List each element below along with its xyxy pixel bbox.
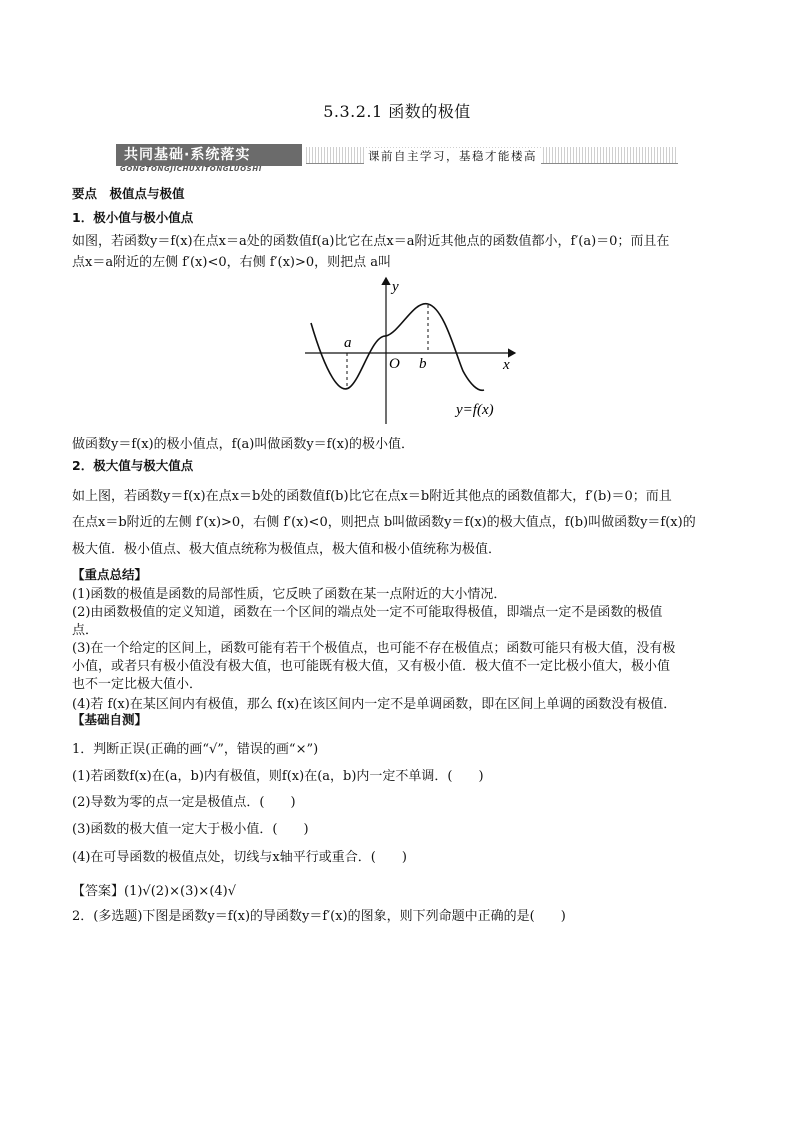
answer-line: 【答案】(1)√(2)×(3)×(4)√ [72, 884, 237, 899]
subheading-minimum: 1．极小值与极小值点 [72, 210, 194, 225]
question-line: (2)导数为零的点一定是极值点．( ) [72, 795, 296, 810]
point-b-label: b [419, 356, 427, 372]
summary-line: 点． [72, 623, 99, 638]
question-line: 2．(多选题)下图是函数y＝f(x)的导函数y＝f′(x)的图象，则下列命题中正确的是( ) [72, 909, 566, 924]
page-title: 5.3.2.1 函数的极值 [323, 102, 471, 121]
paragraph-line: 如图，若函数y＝f(x)在点x＝a处的函数值f(a)比它在点x＝a附近其他点的函数值都小，f′(a)＝0；而且在 [72, 234, 670, 249]
summary-line: (2)由函数极值的定义知道，函数在一个区间的端点处一定不可能取得极值，即端点一定不是函数的极值 [72, 605, 663, 620]
summary-line: 也不一定比极大值小． [72, 677, 203, 692]
curve-f [311, 304, 484, 391]
point-a-label: a [344, 335, 352, 351]
section-heading-key-points: 要点 极值点与极值 [72, 186, 185, 201]
y-label: y [392, 279, 399, 295]
summary-line: (1)函数的极值是函数的局部性质，它反映了函数在某一点附近的大小情况． [72, 587, 507, 602]
question-line: (3)函数的极大值一定大于极小值．( ) [72, 822, 309, 837]
section-banner [116, 144, 678, 172]
heading-key-summary: 【重点总结】 [72, 567, 148, 582]
banner-right-slogan: 课前自主学习，基稳才能楼高 [364, 148, 541, 164]
summary-line: (3)在一个给定的区间上，函数可能有若干个极值点，也可能不存在极值点；函数可能只有极大值，没有极 [72, 641, 676, 656]
question-line: 1．判断正误(正确的画“√”，错误的画“×”) [72, 742, 319, 757]
paragraph-line: 做函数y＝f(x)的极小值点，f(a)叫做函数y＝f(x)的极小值． [72, 437, 414, 452]
summary-line: 小值，或者只有极小值没有极大值，也可能既有极大值，又有极小值．极大值不一定比极小值大，极小值 [72, 659, 671, 674]
subheading-maximum: 2．极大值与极大值点 [72, 458, 194, 473]
paragraph-line: 点x＝a附近的左侧 f′(x)<0，右侧 f′(x)>0，则把点 a叫 [72, 255, 392, 270]
banner-pinyin-subtitle: GONGTONGJICHUXITONGLUOSHI [120, 165, 262, 173]
question-line: (4)在可导函数的极值点处，切线与x轴平行或重合．( ) [72, 850, 407, 865]
question-line: (1)若函数f(x)在(a，b)内有极值，则f(x)在(a，b)内一定不单调．( ) [72, 769, 484, 784]
function-graph [300, 272, 525, 427]
banner-left-title: 共同基础·系统落实 [116, 144, 302, 166]
x-label: x [503, 357, 510, 373]
origin-label: O [389, 356, 400, 372]
paragraph-line: 如上图，若函数y＝f(x)在点x＝b处的函数值f(b)比它在点x＝b附近其他点的函数值都大，f′(b)＝0；而且 [72, 489, 672, 504]
paragraph-line: 在点x＝b附近的左侧 f′(x)>0，右侧 f′(x)<0，则把点 b叫做函数y＝f(x)的极大值点，f(b)叫做函数y＝f(x)的 [72, 515, 696, 530]
curve-label: y=f(x) [456, 402, 494, 418]
summary-line: (4)若 f(x)在某区间内有极值，那么 f(x)在该区间内一定不是单调函数，即在区间上单调的函数没有极值． [72, 697, 677, 712]
paragraph-line: 极大值．极小值点、极大值点统称为极值点，极大值和极小值统称为极值． [72, 542, 502, 557]
heading-basic-self-test: 【基础自测】 [72, 712, 148, 727]
